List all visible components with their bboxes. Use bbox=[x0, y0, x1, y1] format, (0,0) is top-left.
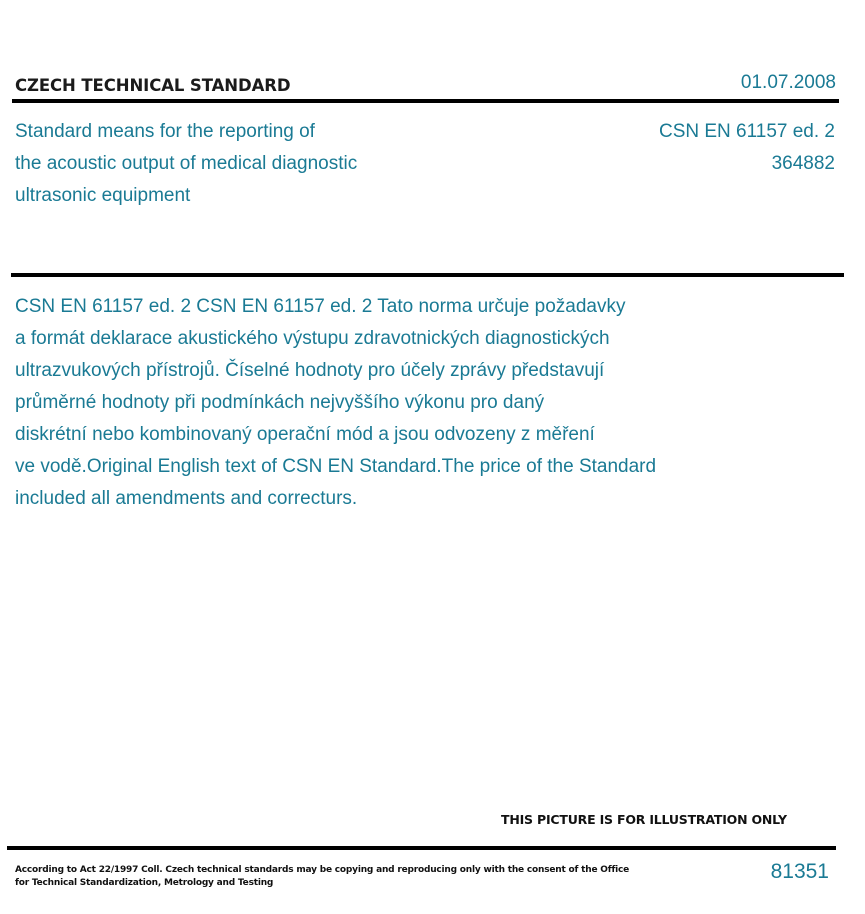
abstract-line: průměrné hodnoty při podmínkách nejvyššího výkonu pro daný bbox=[15, 392, 545, 413]
footer-legal-note bbox=[15, 864, 629, 890]
catalog-number: 364882 bbox=[771, 153, 835, 174]
standard-title-line: ultrasonic equipment bbox=[15, 185, 191, 206]
standard-title-line: the acoustic output of medical diagnostic bbox=[15, 153, 358, 174]
section-divider bbox=[11, 273, 844, 277]
abstract-line: ve vodě.Original English text of CSN EN Standard.The price of the Standard bbox=[15, 456, 657, 477]
footer-divider bbox=[7, 846, 836, 850]
illustration-note: THIS PICTURE IS FOR ILLUSTRATION ONLY bbox=[501, 812, 787, 827]
abstract-line: diskrétní nebo kombinovaný operační mód a jsou odvozeny z měření bbox=[15, 424, 595, 445]
abstract-line: a formát deklarace akustického výstupu zdravotnických diagnostických bbox=[15, 328, 610, 349]
abstract-line: ultrazvukových přístrojů. Číselné hodnoty pro účely zprávy představují bbox=[15, 360, 605, 381]
abstract bbox=[15, 291, 815, 515]
standard-code: CSN EN 61157 ed. 2 bbox=[658, 121, 835, 142]
header-title: CZECH TECHNICAL STANDARD bbox=[15, 76, 291, 95]
footer-number: 81351 bbox=[770, 860, 829, 883]
footer-note-line: According to Act 22/1997 Coll. Czech technical standards may be copying and reproducing only with the consent of the Office bbox=[15, 865, 630, 875]
standard-title bbox=[15, 116, 495, 212]
abstract-line: included all amendments and correcturs. bbox=[15, 488, 358, 509]
standard-title-line: Standard means for the reporting of bbox=[15, 121, 315, 142]
footer-note-line: for Technical Standardization, Metrology and Testing bbox=[15, 878, 274, 888]
standard-identifiers bbox=[659, 116, 835, 180]
header-divider bbox=[12, 99, 839, 103]
header-date: 01.07.2008 bbox=[740, 72, 836, 93]
abstract-line: CSN EN 61157 ed. 2 CSN EN 61157 ed. 2 Tato norma určuje požadavky bbox=[15, 296, 626, 317]
